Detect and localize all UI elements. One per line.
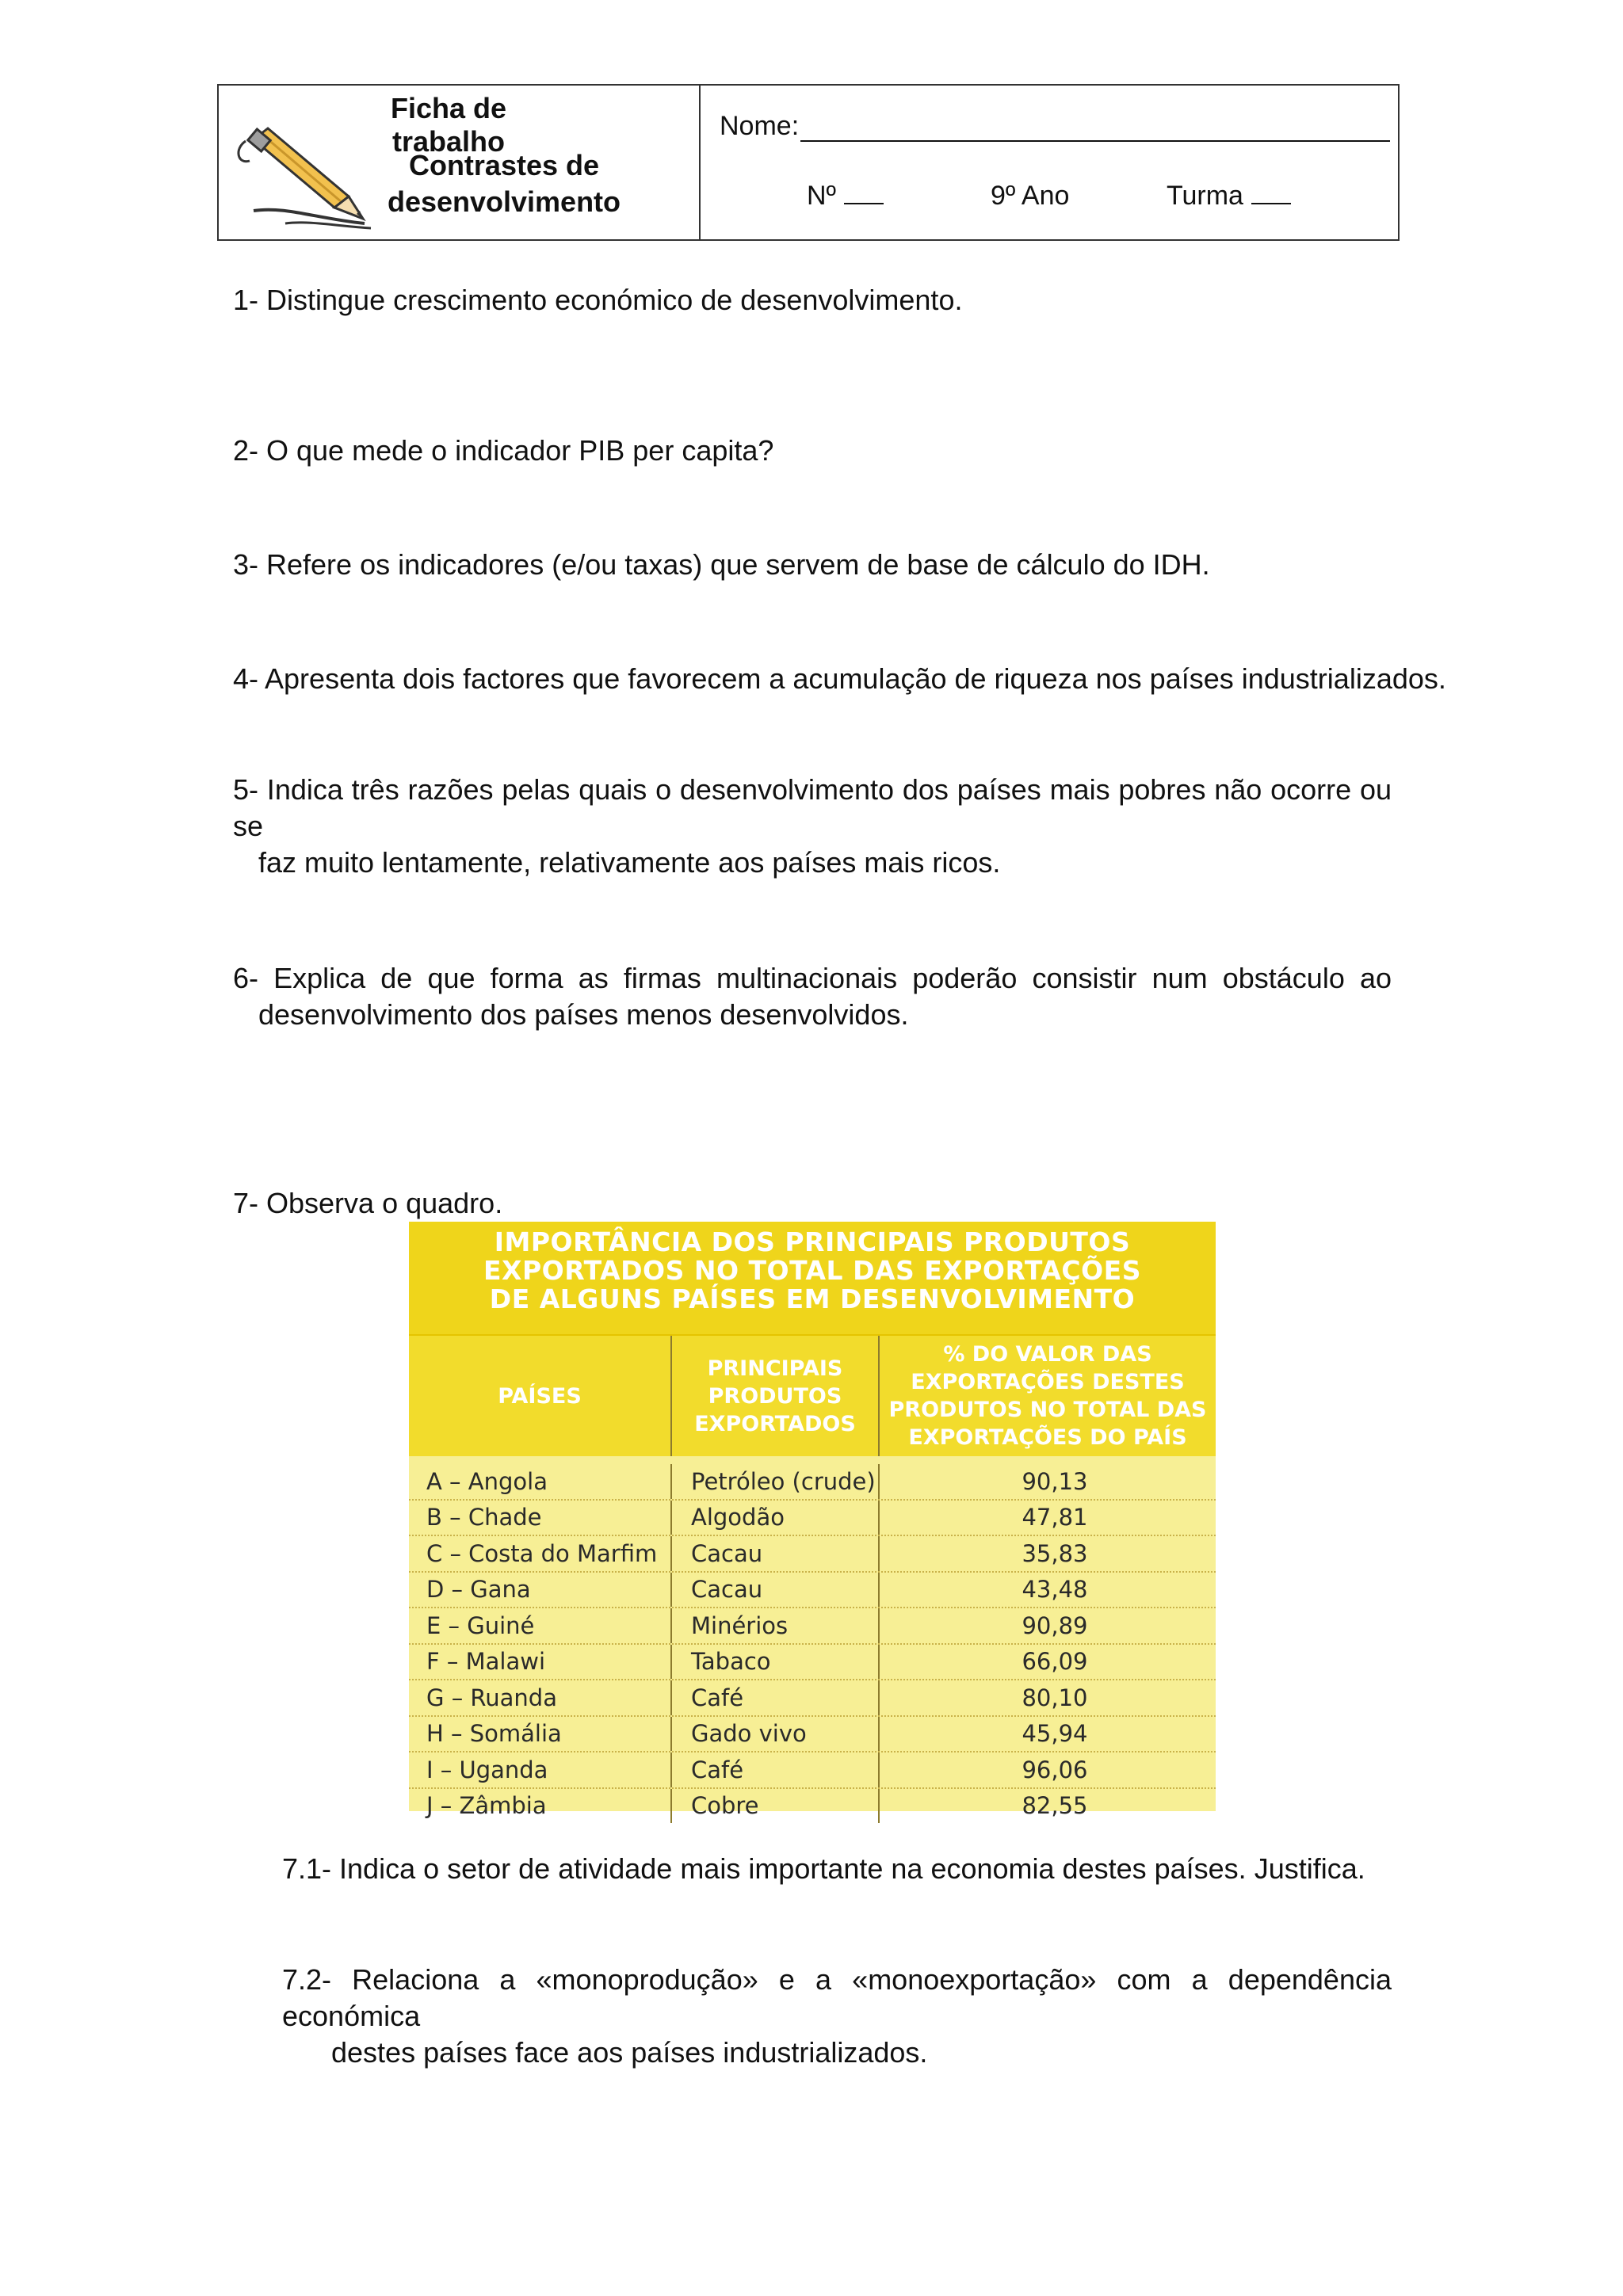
number-label: Nº: [807, 181, 836, 211]
question-7-2-line-2: destes países face aos países industrializados.: [331, 2036, 928, 2069]
exports-table: [409, 1222, 1216, 1820]
header-percent-line-2: EXPORTAÇÕES DESTES: [911, 1370, 1185, 1394]
subtitle-line-2: desenvolvimento: [387, 185, 621, 218]
question-7-1: 7.1- Indica o setor de atividade mais importante na economia destes países. Justifica.: [282, 1852, 1365, 1885]
name-label: Nome:: [720, 111, 800, 141]
name-blank[interactable]: [800, 115, 1390, 142]
worksheet-title: Ficha de trabalho: [390, 92, 507, 158]
cell-country: H – Somália: [426, 1720, 562, 1748]
header-products: [670, 1336, 878, 1456]
question-7: 7- Observa o quadro.: [233, 1187, 503, 1219]
cell-percent: 82,55: [878, 1789, 1216, 1824]
cell-product: Gado vivo: [670, 1717, 878, 1752]
table-row: [409, 1753, 1216, 1789]
grade-label: 9º Ano: [991, 181, 1070, 211]
cell-percent: 96,06: [878, 1753, 1216, 1787]
cell-percent: 66,09: [878, 1645, 1216, 1680]
table-title-line-2: EXPORTADOS NO TOTAL DAS EXPORTAÇÕES: [483, 1255, 1141, 1286]
question-5-line-1: 5- Indica três razões pelas quais o desenvolvimento dos países mais pobres não ocorre ou se: [233, 773, 1392, 842]
cell-country: B – Chade: [426, 1504, 542, 1531]
question-5: [233, 772, 1392, 881]
header-percent-line-1: % DO VALOR DAS: [943, 1342, 1152, 1367]
table-row: [409, 1573, 1216, 1609]
cell-country: A – Angola: [426, 1467, 548, 1495]
cell-product: Cacau: [670, 1536, 878, 1571]
cell-product: Café: [670, 1753, 878, 1787]
header-student-cell: [701, 86, 1398, 239]
class-field[interactable]: [1167, 181, 1291, 212]
question-5-line-2: faz muito lentamente, relativamente aos países mais ricos.: [258, 846, 1001, 879]
cell-country: D – Gana: [426, 1576, 531, 1604]
worksheet-header: [217, 84, 1400, 241]
table-title: [409, 1222, 1216, 1334]
header-products-line-3: EXPORTADOS: [694, 1411, 856, 1436]
header-countries-label: PAÍSES: [498, 1383, 582, 1409]
cell-product: Cobre: [670, 1789, 878, 1824]
table-row: [409, 1536, 1216, 1573]
cell-country: J – Zâmbia: [426, 1792, 547, 1820]
cell-product: Tabaco: [670, 1645, 878, 1680]
header-percent-line-3: PRODUTOS NO TOTAL DAS: [888, 1398, 1207, 1422]
question-2: 2- O que mede o indicador PIB per capita?: [233, 434, 774, 467]
header-percent-line-4: EXPORTAÇÕES DO PAÍS: [908, 1425, 1187, 1450]
cell-country: I – Uganda: [426, 1756, 548, 1783]
question-1: 1- Distingue crescimento económico de desenvolvimento.: [233, 284, 963, 316]
number-blank[interactable]: [844, 181, 884, 204]
cell-product: Cacau: [670, 1573, 878, 1608]
table-row: [409, 1464, 1216, 1501]
cell-country: E – Guiné: [426, 1611, 535, 1639]
table-row: [409, 1789, 1216, 1824]
table-row: [409, 1645, 1216, 1681]
cell-country: F – Malawi: [426, 1648, 546, 1676]
cell-country: G – Ruanda: [426, 1684, 557, 1711]
question-7-2-line-1: 7.2- Relaciona a «monoprodução» e a «monoexportação» com a dependência económica: [282, 1963, 1392, 2032]
cell-percent: 80,10: [878, 1680, 1216, 1715]
header-products-line-2: PRODUTOS: [708, 1383, 842, 1409]
cell-percent: 35,83: [878, 1536, 1216, 1571]
cell-percent: 90,13: [878, 1464, 1216, 1499]
table-header-row: [409, 1334, 1216, 1456]
table-row: [409, 1608, 1216, 1645]
cell-product: Café: [670, 1680, 878, 1715]
table-title-line-3: DE ALGUNS PAÍSES EM DESENVOLVIMENTO: [489, 1283, 1136, 1314]
question-3: 3- Refere os indicadores (e/ou taxas) que servem de base de cálculo do IDH.: [233, 548, 1210, 581]
question-6: [233, 960, 1392, 1033]
table-row: [409, 1717, 1216, 1753]
cell-percent: 90,89: [878, 1608, 1216, 1643]
number-field[interactable]: [807, 181, 884, 212]
class-blank[interactable]: [1251, 181, 1291, 204]
question-4: 4- Apresenta dois factores que favorecem a acumulação de riqueza nos países industrializados.: [233, 662, 1446, 695]
table-row: [409, 1680, 1216, 1717]
cell-percent: 43,48: [878, 1573, 1216, 1608]
header-countries: [409, 1336, 670, 1456]
class-label: Turma: [1167, 181, 1243, 211]
header-title-cell: [219, 86, 701, 239]
question-6-line-1: 6- Explica de que forma as firmas multinacionais poderão consistir num obstáculo ao: [233, 962, 1392, 994]
header-percent: [878, 1336, 1216, 1456]
worksheet-subtitle: [377, 147, 631, 220]
question-6-line-2: desenvolvimento dos países menos desenvolvidos.: [258, 998, 909, 1031]
name-field[interactable]: [720, 111, 1390, 142]
table-body: [409, 1456, 1216, 1823]
table-title-line-1: IMPORTÂNCIA DOS PRINCIPAIS PRODUTOS: [494, 1226, 1131, 1257]
table-row: [409, 1501, 1216, 1537]
cell-country: C – Costa do Marfim: [426, 1539, 658, 1567]
cell-product: Algodão: [670, 1501, 878, 1535]
cell-percent: 45,94: [878, 1717, 1216, 1752]
header-products-line-1: PRINCIPAIS: [707, 1356, 843, 1381]
question-7-2: [282, 1962, 1392, 2071]
cell-percent: 47,81: [878, 1501, 1216, 1535]
subtitle-line-1: Contrastes de: [408, 149, 600, 181]
cell-product: Petróleo (crude): [670, 1464, 878, 1499]
cell-product: Minérios: [670, 1608, 878, 1643]
